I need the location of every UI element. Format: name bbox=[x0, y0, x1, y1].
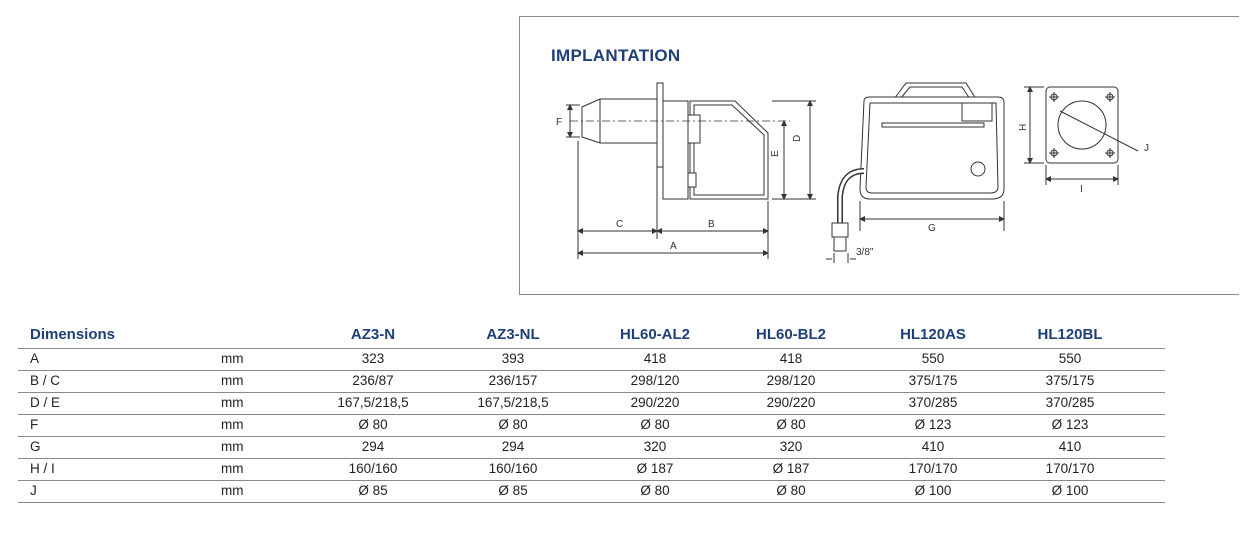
cell-value: 294 bbox=[501, 439, 525, 454]
side-view bbox=[566, 83, 816, 259]
cell-value: Ø 85 bbox=[498, 483, 528, 498]
cell-value: 167,5/218,5 bbox=[477, 395, 549, 410]
row-label: B / C bbox=[30, 373, 61, 388]
row-unit: mm bbox=[221, 483, 244, 498]
cell-value: 290/220 bbox=[630, 395, 680, 410]
cell-value: 550 bbox=[921, 351, 945, 366]
model-header: HL120BL bbox=[1037, 326, 1103, 343]
cell-value: 160/160 bbox=[348, 461, 398, 476]
pipe-size-label: 3/8" bbox=[856, 247, 874, 258]
dimensions-table bbox=[18, 322, 1165, 503]
table-row bbox=[18, 481, 1165, 503]
cell-value: 370/285 bbox=[1045, 395, 1095, 410]
model-header: AZ3-NL bbox=[486, 326, 540, 343]
cell-value: Ø 80 bbox=[498, 417, 528, 432]
cell-value: Ø 100 bbox=[914, 483, 952, 498]
cell-value: 410 bbox=[1058, 439, 1082, 454]
cell-value: Ø 80 bbox=[358, 417, 388, 432]
cell-value: 160/160 bbox=[488, 461, 538, 476]
row-label: D / E bbox=[30, 395, 61, 410]
dim-label-a: A bbox=[670, 241, 677, 252]
table-title: Dimensions bbox=[30, 326, 116, 343]
table-row bbox=[18, 349, 1165, 371]
row-label: G bbox=[30, 439, 41, 454]
cell-value: 167,5/218,5 bbox=[337, 395, 409, 410]
model-header: HL60-BL2 bbox=[755, 326, 826, 343]
cell-value: Ø 100 bbox=[1051, 483, 1089, 498]
implantation-title: IMPLANTATION bbox=[551, 46, 681, 65]
cell-value: Ø 80 bbox=[640, 417, 670, 432]
dim-label-h: H bbox=[1018, 123, 1029, 131]
row-label: J bbox=[30, 483, 37, 498]
dim-label-e: E bbox=[770, 150, 781, 157]
model-header: AZ3-N bbox=[350, 326, 396, 343]
cell-value: Ø 80 bbox=[776, 483, 806, 498]
row-label: A bbox=[30, 351, 40, 366]
cell-value: 418 bbox=[643, 351, 667, 366]
cell-value: 170/170 bbox=[1045, 461, 1095, 476]
table-row bbox=[18, 459, 1165, 481]
dim-label-i: I bbox=[1080, 184, 1083, 195]
cell-value: Ø 187 bbox=[772, 461, 810, 476]
row-label: F bbox=[30, 417, 39, 432]
row-unit: mm bbox=[221, 461, 244, 476]
cell-value: 298/120 bbox=[630, 373, 680, 388]
cell-value: Ø 80 bbox=[776, 417, 806, 432]
model-header: HL120AS bbox=[900, 326, 966, 343]
cell-value: Ø 85 bbox=[358, 483, 388, 498]
cell-value: 323 bbox=[361, 351, 385, 366]
cell-value: Ø 187 bbox=[636, 461, 674, 476]
cell-value: 320 bbox=[779, 439, 803, 454]
dim-label-b: B bbox=[708, 219, 715, 230]
cell-value: 320 bbox=[643, 439, 667, 454]
cell-value: 170/170 bbox=[908, 461, 958, 476]
implantation-panel bbox=[519, 16, 1239, 295]
cell-value: 375/175 bbox=[908, 373, 958, 388]
dim-label-c: C bbox=[616, 219, 624, 230]
cell-value: 550 bbox=[1058, 351, 1082, 366]
flange-view bbox=[1024, 87, 1138, 185]
cell-value: Ø 123 bbox=[914, 417, 952, 432]
cell-value: Ø 80 bbox=[640, 483, 670, 498]
dim-label-d: D bbox=[792, 134, 803, 142]
cell-value: 290/220 bbox=[766, 395, 816, 410]
front-view bbox=[826, 83, 1004, 263]
cell-value: 393 bbox=[501, 351, 525, 366]
burner-dimension-drawing bbox=[520, 17, 1240, 296]
dim-label-f: F bbox=[556, 117, 563, 128]
cell-value: 375/175 bbox=[1045, 373, 1095, 388]
dim-label-g: G bbox=[928, 223, 936, 234]
row-unit: mm bbox=[221, 351, 244, 366]
cell-value: 370/285 bbox=[908, 395, 958, 410]
dim-label-j: J bbox=[1144, 143, 1149, 154]
cell-value: 236/157 bbox=[488, 373, 538, 388]
table-row bbox=[18, 437, 1165, 459]
cell-value: 410 bbox=[921, 439, 945, 454]
cell-value: 418 bbox=[779, 351, 803, 366]
row-unit: mm bbox=[221, 395, 244, 410]
model-header: HL60-AL2 bbox=[619, 326, 690, 343]
row-unit: mm bbox=[221, 417, 244, 432]
cell-value: Ø 123 bbox=[1051, 417, 1089, 432]
cell-value: 298/120 bbox=[766, 373, 816, 388]
row-label: H / I bbox=[30, 461, 55, 476]
table-row bbox=[18, 371, 1165, 393]
row-unit: mm bbox=[221, 373, 244, 388]
cell-value: 294 bbox=[361, 439, 385, 454]
table-row bbox=[18, 393, 1165, 415]
cell-value: 236/87 bbox=[352, 373, 394, 388]
table-header bbox=[18, 322, 1165, 349]
row-unit: mm bbox=[221, 439, 244, 454]
table-row bbox=[18, 415, 1165, 437]
